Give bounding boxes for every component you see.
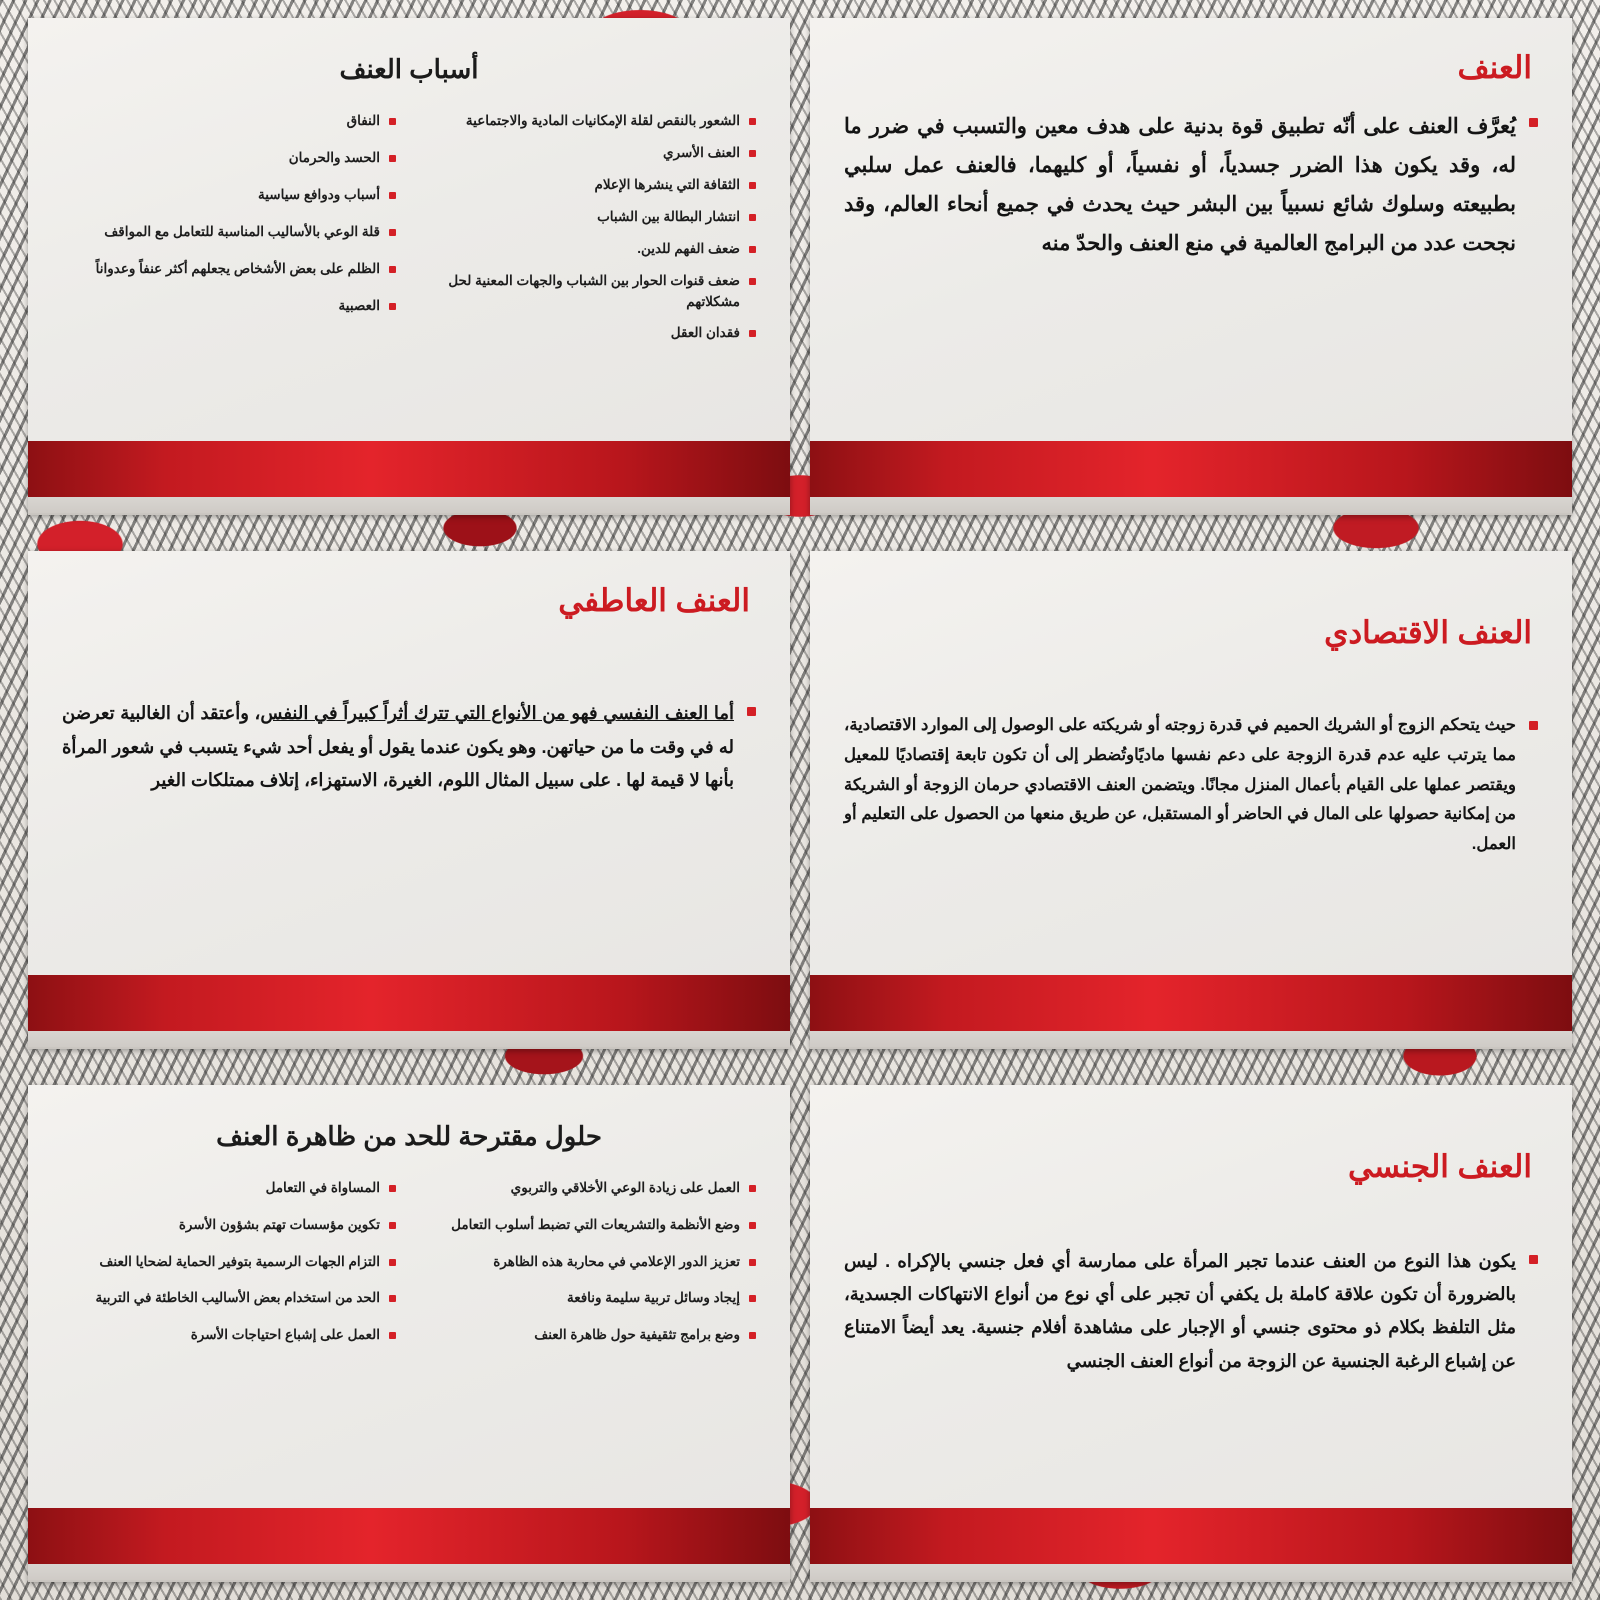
slide-causes-list-left [62, 111, 396, 317]
list-item: ضعف قنوات الحوار بين الشباب والجهات المعنية لحل مشكلاتهم [422, 271, 756, 313]
slide-solutions-list-right [422, 1178, 756, 1347]
slide-emotional-footer-band [28, 975, 790, 1031]
slide-sexual-footer-band [810, 1508, 1572, 1564]
slide-sexual-paragraph: يكون هذا النوع من العنف عندما تجبر المرأة على ممارسة أي فعل جنسي بالإكراه . ليس بالضرورة أن تكون علاقة كاملة بل يكفي أن تجبر على أي نوع من أنواع الانتهاكات الجسدية، مثل التلفظ بكلام ذو محتوى جنسي أو الإجبار على مشاهدة أفلام جنسية. يعد أيضاً الامتناع عن إشباع الرغبة الجنسية عن الزوجة من أنواع العنف الجنسي [844, 1250, 1516, 1371]
list-item: انتشار البطالة بين الشباب [422, 207, 756, 228]
slide-solutions-column-right [422, 1178, 756, 1363]
list-item: المساواة في التعامل [62, 1178, 396, 1199]
slide-sexual[interactable] [810, 1085, 1572, 1582]
slide-emotional-paragraph [62, 697, 734, 797]
slide-emotional-bullet [62, 697, 756, 797]
slide-economic[interactable] [810, 551, 1572, 1048]
slide-economic-paragraph: حيث يتحكم الزوج أو الشريك الحميم في قدرة زوجته أو شريكته على الوصول إلى الموارد الاقتصادية، مما يترتب عليه عدم قدرة الزوجة على دعم نفسها ماديًاوتُضطر إلى أن تكون تابعة إقتصاديًا للمعيل ويقتصر عملها على القيام بأعمال المنزل مجانًا. ويتضمن العنف الاقتصادي حرمان الزوجة أو الشريكة من إمكانية حصولها على المال في الحاضر أو المستقبل، عن طريق منعها من الحصول على التعليم أو العمل. [844, 716, 1516, 854]
slide-emotional-paragraph-rest: ، وأعتقد أن الغالبية تعرضن له في وقت ما من حياتهن. وهو يكون عندما يقول أو يفعل أحد شيء يتسبب في شعور المرأة بأنها لا قيمة لها . على سبيل المثال اللوم، الغيرة، الاستهزاء، إتلاف ممتلكات الغير [62, 703, 734, 790]
list-item: الحسد والحرمان [62, 148, 396, 169]
slide-causes-body [28, 18, 790, 441]
slide-causes-columns [62, 111, 756, 355]
slide-violence-bullet [844, 108, 1538, 263]
list-item: وضع الأنظمة والتشريعات التي تضبط أسلوب التعامل [422, 1215, 756, 1236]
slide-emotional-title: العنف العاطفي [558, 583, 750, 619]
slide-violence-title: العنف [1457, 50, 1532, 85]
list-item: إيجاد وسائل تربية سليمة ونافعة [422, 1288, 756, 1309]
list-item: قلة الوعي بالأساليب المناسبة للتعامل مع المواقف [62, 222, 396, 243]
slide-violence-paragraph: يُعرَّف العنف على أنّه تطبيق قوة بدنية على هدف معين والتسبب في ضرر ما له، وقد يكون هذا الضرر جسدياً، أو نفسياً، أو كليهما، فالعنف عمل سلبي بطبيعته وسلوك شائع نسبياً بين البشر حيث يحدث في جميع أنحاء العالم، وقد نجحت عدد من البرامج العالمية في منع العنف والحدّ منه [844, 115, 1516, 255]
list-item: تكوين مؤسسات تهتم بشؤون الأسرة [62, 1215, 396, 1236]
slide-sexual-title: العنف الجنسي [1348, 1148, 1532, 1184]
slide-solutions-title: حلول مقترحة للحد من ظاهرة العنف [216, 1120, 602, 1151]
list-item: الظلم على بعض الأشخاص يجعلهم أكثر عنفاً وعدواناً [62, 259, 396, 280]
slide-economic-footer-band [810, 975, 1572, 1031]
list-item: تعزيز الدور الإعلامي في محاربة هذه الظاهرة [422, 1252, 756, 1273]
slide-violence-body [810, 18, 1572, 441]
slide-economic-bullet [844, 711, 1538, 859]
slide-sexual-bullet [844, 1245, 1538, 1378]
slide-economic-title: العنف الاقتصادي [1324, 615, 1532, 651]
slide-emotional-paragraph-underlined: أما العنف النفسي فهو من الأنواع التي تترك أثراً كبيراً في النفس [260, 703, 734, 724]
list-item: النفاق [62, 111, 396, 132]
list-item: الثقافة التي ينشرها الإعلام [422, 175, 756, 196]
list-item: العمل على إشباع احتياجات الأسرة [62, 1325, 396, 1346]
slide-violence[interactable] [810, 18, 1572, 515]
list-item: الحد من استخدام بعض الأساليب الخاطئة في التربية [62, 1288, 396, 1309]
slide-solutions-columns [62, 1178, 756, 1363]
slide-causes-title: أسباب العنف [339, 54, 479, 84]
slide-solutions-list-left [62, 1178, 396, 1347]
slide-causes-footer-band [28, 441, 790, 497]
list-item: العصبية [62, 296, 396, 317]
list-item: الشعور بالنقص لقلة الإمكانيات المادية والاجتماعية [422, 111, 756, 132]
list-item: وضع برامج تثقيفية حول ظاهرة العنف [422, 1325, 756, 1346]
list-item: فقدان العقل [422, 323, 756, 344]
list-item: العمل على زيادة الوعي الأخلاقي والتربوي [422, 1178, 756, 1199]
slide-causes-column-left [62, 111, 396, 355]
slide-solutions-body [28, 1085, 790, 1508]
list-item: التزام الجهات الرسمية بتوفير الحماية لضحايا العنف [62, 1252, 396, 1273]
slide-emotional[interactable] [28, 551, 790, 1048]
slide-causes[interactable] [28, 18, 790, 515]
slide-solutions-footer-band [28, 1508, 790, 1564]
slide-causes-column-right [422, 111, 756, 355]
slide-sexual-body [810, 1085, 1572, 1508]
slide-solutions-column-left [62, 1178, 396, 1363]
slide-emotional-body [28, 551, 790, 974]
slide-economic-body [810, 551, 1572, 974]
list-item: ضعف الفهم للدين. [422, 239, 756, 260]
slide-violence-footer-band [810, 441, 1572, 497]
slide-causes-list-right [422, 111, 756, 344]
slide-solutions[interactable] [28, 1085, 790, 1582]
list-item: أسباب ودوافع سياسية [62, 185, 396, 206]
list-item: العنف الأسري [422, 143, 756, 164]
